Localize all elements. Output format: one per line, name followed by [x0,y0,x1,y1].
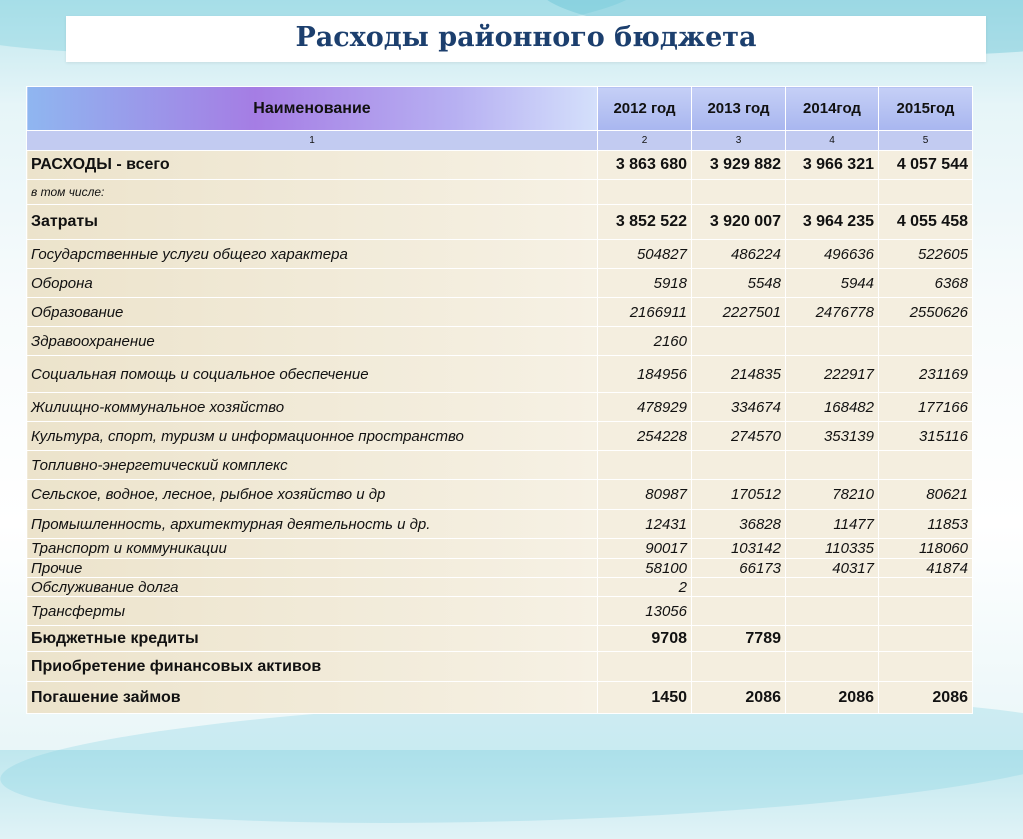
table-row [27,578,973,597]
cell-2015 [879,578,973,597]
table-row [27,205,973,240]
cell-2014 [786,451,879,480]
cell-2013 [692,180,786,205]
row-label: Топливно-энергетический комплекс [27,451,598,480]
column-header-2014: 2014год [786,87,879,131]
row-label: Культура, спорт, туризм и информационное пространство [27,422,598,451]
cell-2012: 3 852 522 [598,205,692,240]
row-label: Транспорт и коммуникации [27,539,598,559]
cell-2014 [786,180,879,205]
cell-2014: 3 966 321 [786,151,879,180]
cell-2012: 90017 [598,539,692,559]
table-row [27,180,973,205]
cell-2012: 13056 [598,597,692,626]
cell-2013: 7789 [692,626,786,652]
row-label: Бюджетные кредиты [27,626,598,652]
cell-2013: 2086 [692,682,786,714]
cell-2013 [692,327,786,356]
cell-2013: 5548 [692,269,786,298]
cell-2013: 36828 [692,510,786,539]
row-label: Социальная помощь и социальное обеспечение [27,356,598,393]
cell-2012: 5918 [598,269,692,298]
cell-2015: 4 055 458 [879,205,973,240]
cell-2015 [879,451,973,480]
table-row [27,451,973,480]
cell-2012: 12431 [598,510,692,539]
cell-2012: 504827 [598,240,692,269]
cell-2012: 478929 [598,393,692,422]
table-header-row [27,87,973,131]
cell-2015 [879,597,973,626]
cell-2013: 3 920 007 [692,205,786,240]
cell-2015: 80621 [879,480,973,510]
cell-2015: 41874 [879,559,973,578]
cell-2013: 486224 [692,240,786,269]
cell-2012: 2 [598,578,692,597]
row-label: Образование [27,298,598,327]
cell-2012: 58100 [598,559,692,578]
cell-2014 [786,652,879,682]
row-label: Промышленность, архитектурная деятельность и др. [27,510,598,539]
table-row [27,682,973,714]
cell-2015: 231169 [879,356,973,393]
cell-2014 [786,597,879,626]
cell-2014: 78210 [786,480,879,510]
cell-2013 [692,652,786,682]
budget-table [26,86,973,714]
table-row [27,269,973,298]
cell-2013: 3 929 882 [692,151,786,180]
cell-2012: 2160 [598,327,692,356]
cell-2012: 184956 [598,356,692,393]
cell-2013 [692,597,786,626]
cell-2014 [786,327,879,356]
cell-2012: 9708 [598,626,692,652]
cell-2015 [879,180,973,205]
column-header-name: Наименование [27,87,598,131]
cell-2015: 2550626 [879,298,973,327]
table-row [27,298,973,327]
cell-2012: 2166911 [598,298,692,327]
cell-2014: 222917 [786,356,879,393]
cell-2013: 103142 [692,539,786,559]
row-label: Жилищно-коммунальное хозяйство [27,393,598,422]
cell-2014: 110335 [786,539,879,559]
column-number: 4 [786,131,879,151]
row-label: Здравоохранение [27,327,598,356]
cell-2013 [692,578,786,597]
row-label: РАСХОДЫ - всего [27,151,598,180]
cell-2015: 2086 [879,682,973,714]
column-header-2012: 2012 год [598,87,692,131]
cell-2014: 5944 [786,269,879,298]
cell-2013: 274570 [692,422,786,451]
row-label: Сельское, водное, лесное, рыбное хозяйство и др [27,480,598,510]
column-number: 5 [879,131,973,151]
cell-2014: 3 964 235 [786,205,879,240]
cell-2014 [786,578,879,597]
cell-2015: 522605 [879,240,973,269]
cell-2012: 254228 [598,422,692,451]
column-number-row [27,131,973,151]
cell-2013: 334674 [692,393,786,422]
cell-2015: 118060 [879,539,973,559]
cell-2015: 6368 [879,269,973,298]
row-label: Приобретение финансовых активов [27,652,598,682]
cell-2013: 2227501 [692,298,786,327]
cell-2013: 170512 [692,480,786,510]
cell-2014: 11477 [786,510,879,539]
row-label: Затраты [27,205,598,240]
cell-2012 [598,451,692,480]
cell-2012: 80987 [598,480,692,510]
cell-2013: 214835 [692,356,786,393]
cell-2015 [879,626,973,652]
cell-2012 [598,652,692,682]
row-label: Государственные услуги общего характера [27,240,598,269]
table-row [27,393,973,422]
row-label: Трансферты [27,597,598,626]
cell-2014: 2476778 [786,298,879,327]
table-row [27,240,973,269]
row-label: Погашение займов [27,682,598,714]
cell-2014: 496636 [786,240,879,269]
column-header-2015: 2015год [879,87,973,131]
table-row [27,510,973,539]
cell-2014: 168482 [786,393,879,422]
table-row [27,539,973,559]
cell-2015: 177166 [879,393,973,422]
cell-2015: 11853 [879,510,973,539]
cell-2012: 3 863 680 [598,151,692,180]
table-row [27,356,973,393]
table-row [27,652,973,682]
cell-2015: 315116 [879,422,973,451]
table-row [27,480,973,510]
table-row [27,626,973,652]
row-label: Обслуживание долга [27,578,598,597]
table-row [27,422,973,451]
table-row [27,597,973,626]
row-label: Прочие [27,559,598,578]
cell-2014: 353139 [786,422,879,451]
cell-2013 [692,451,786,480]
cell-2014 [786,626,879,652]
row-label: Оборона [27,269,598,298]
column-header-2013: 2013 год [692,87,786,131]
row-label: в том числе: [27,180,598,205]
table-row-total [27,151,973,180]
cell-2014: 40317 [786,559,879,578]
column-number: 1 [27,131,598,151]
title-box [66,16,986,62]
cell-2014: 2086 [786,682,879,714]
table-row [27,327,973,356]
column-number: 3 [692,131,786,151]
table-row [27,559,973,578]
cell-2012: 1450 [598,682,692,714]
cell-2012 [598,180,692,205]
page-title: Расходы районного бюджета [295,22,757,53]
cell-2013: 66173 [692,559,786,578]
cell-2015: 4 057 544 [879,151,973,180]
column-number: 2 [598,131,692,151]
cell-2015 [879,327,973,356]
cell-2015 [879,652,973,682]
